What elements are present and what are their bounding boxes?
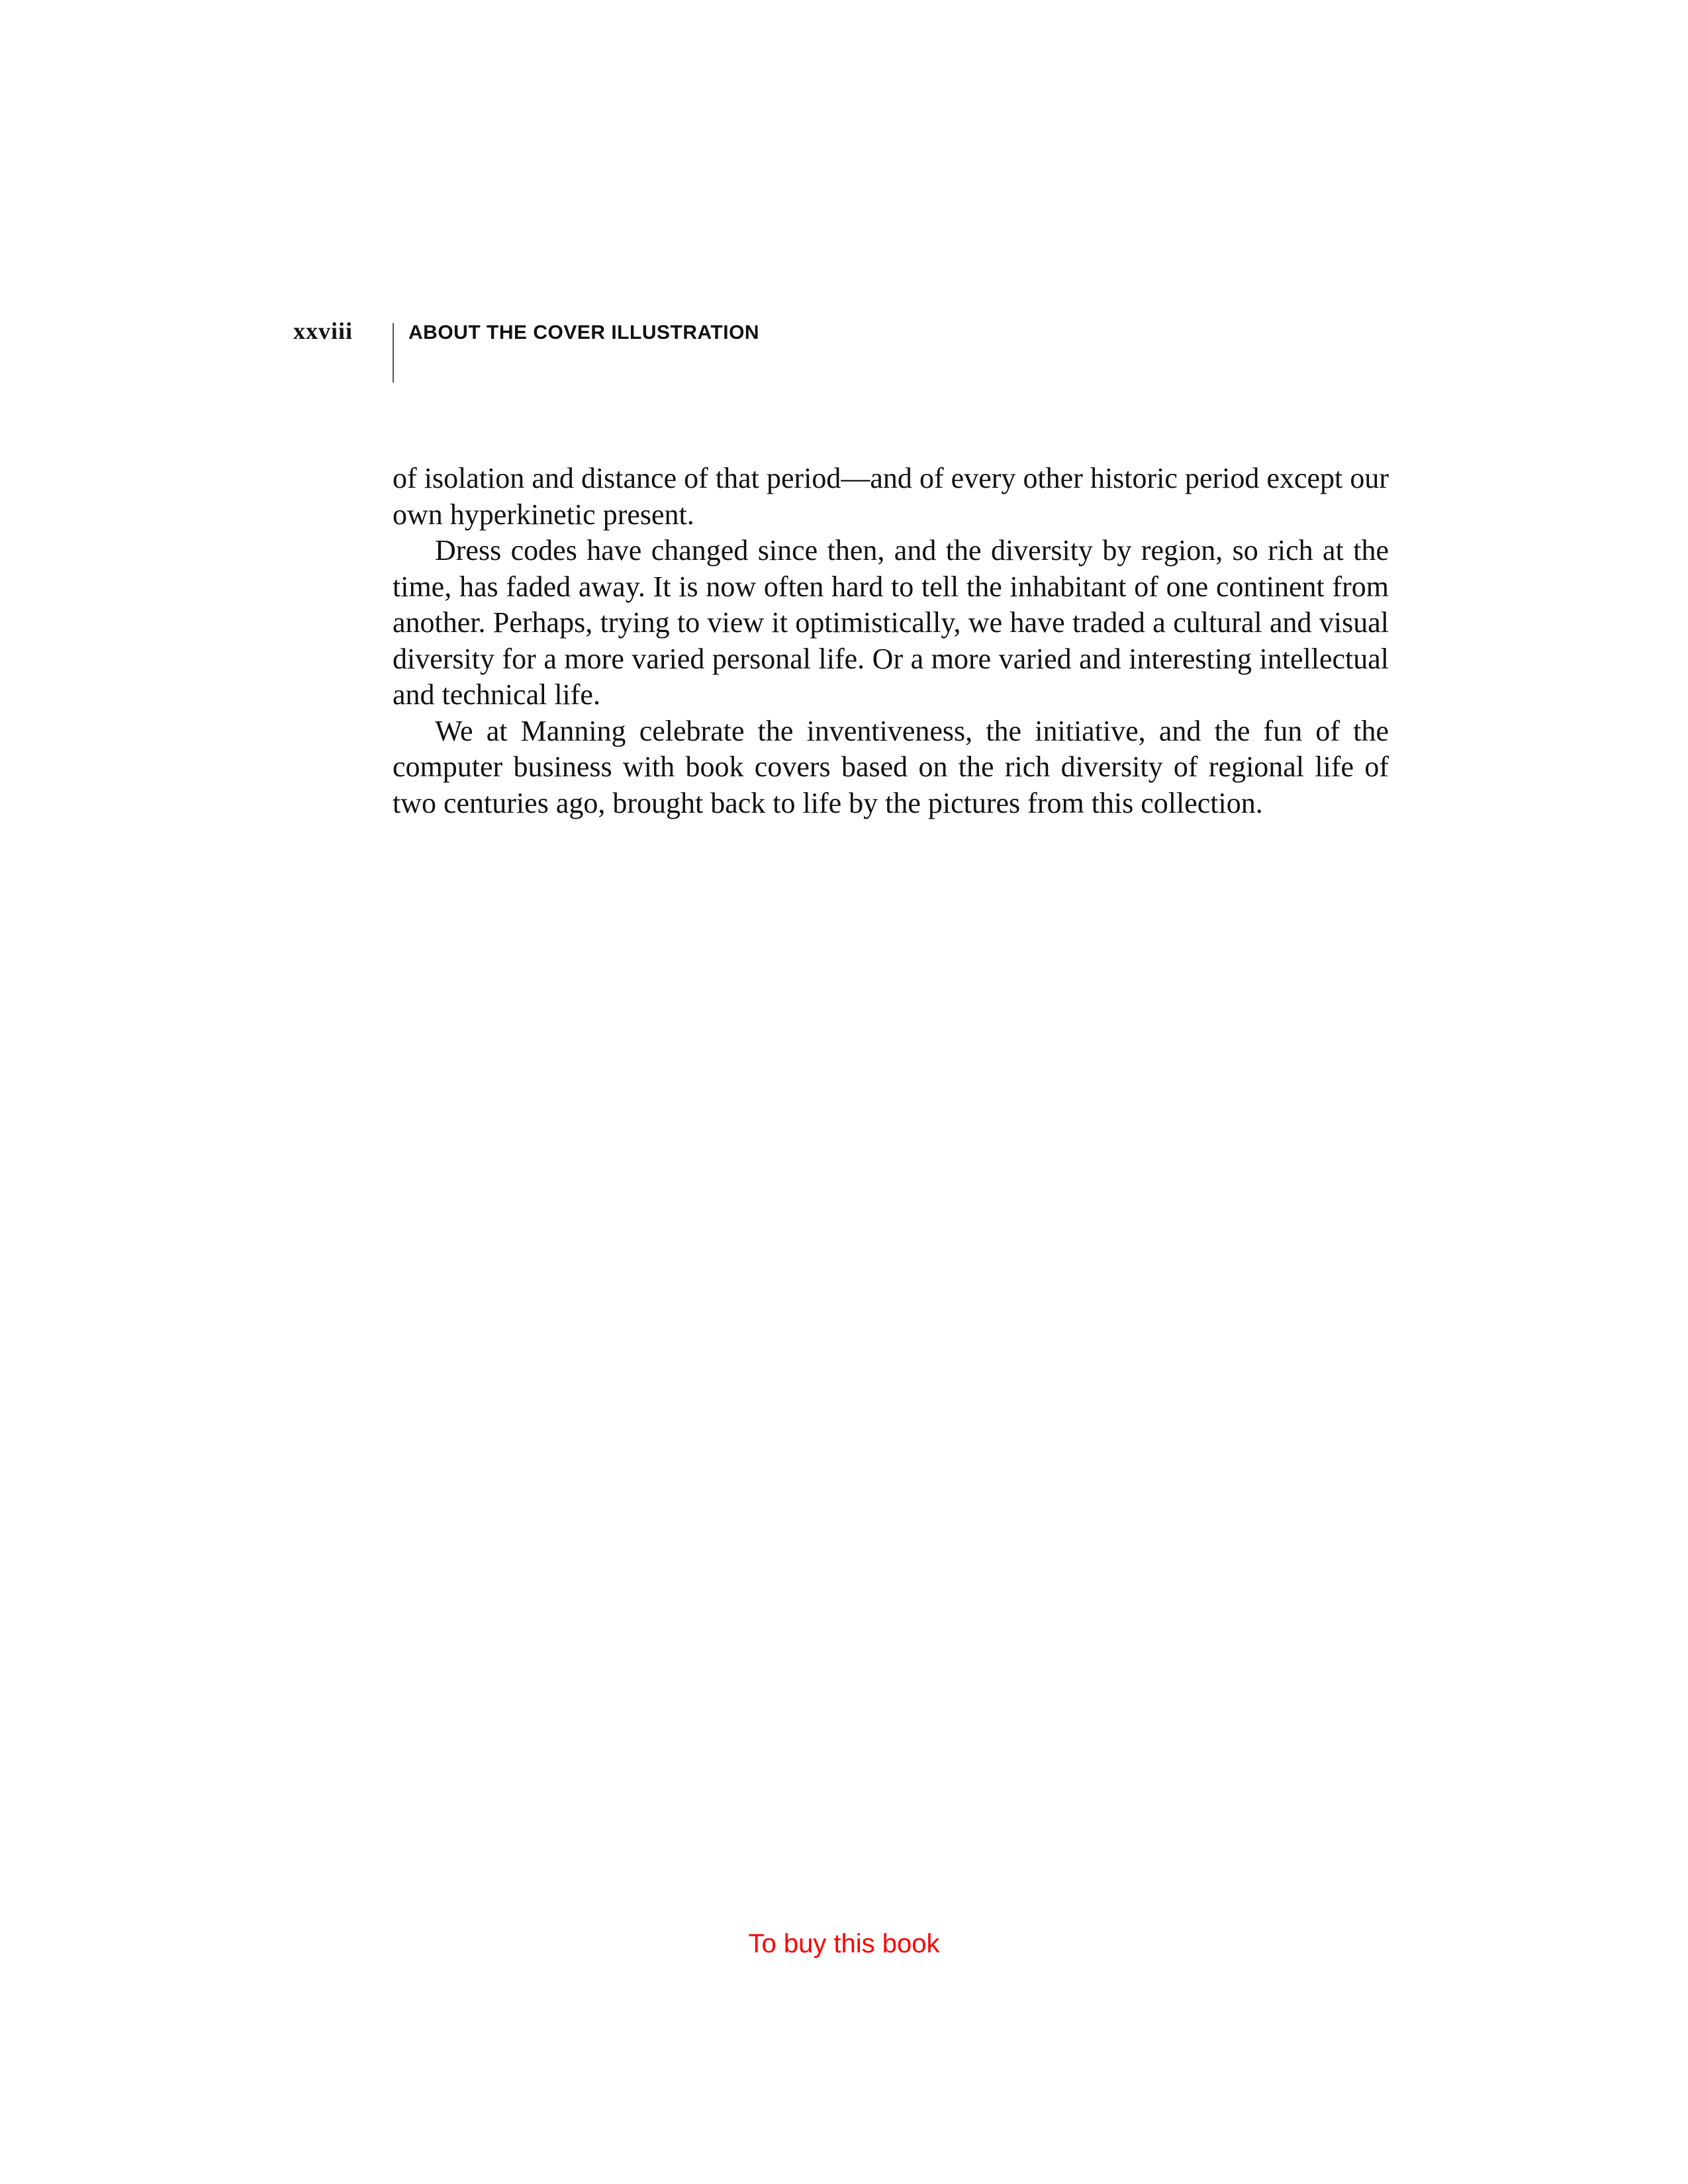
body-text: [393, 461, 1389, 821]
header-divider: [393, 323, 394, 383]
paragraph-continuation: of isolation and distance of that period—and of every other historic period except our own hyperkinetic present.: [393, 462, 1389, 531]
paragraph-dress-codes: Dress codes have changed since then, and the diversity by region, so rich at the time, has faded away. It is now often hard to tell the inhabitant of one continent from another. Perhaps, trying to view it optimistically, we have traded a cultural and visual diversity for a more varied personal life. Or a more varied and interesting intellectual and technical life.: [393, 534, 1389, 711]
running-head: ABOUT THE COVER ILLUSTRATION: [408, 322, 760, 343]
buy-book-link[interactable]: To buy this book: [748, 1929, 940, 1958]
page-number: xxviii: [293, 318, 353, 344]
paragraph-manning: We at Manning celebrate the inventiveness, the initiative, and the fun of the computer business with book covers based on the rich diversity of regional life of two centuries ago, brought back to life by the pictures from this collection.: [393, 714, 1389, 819]
